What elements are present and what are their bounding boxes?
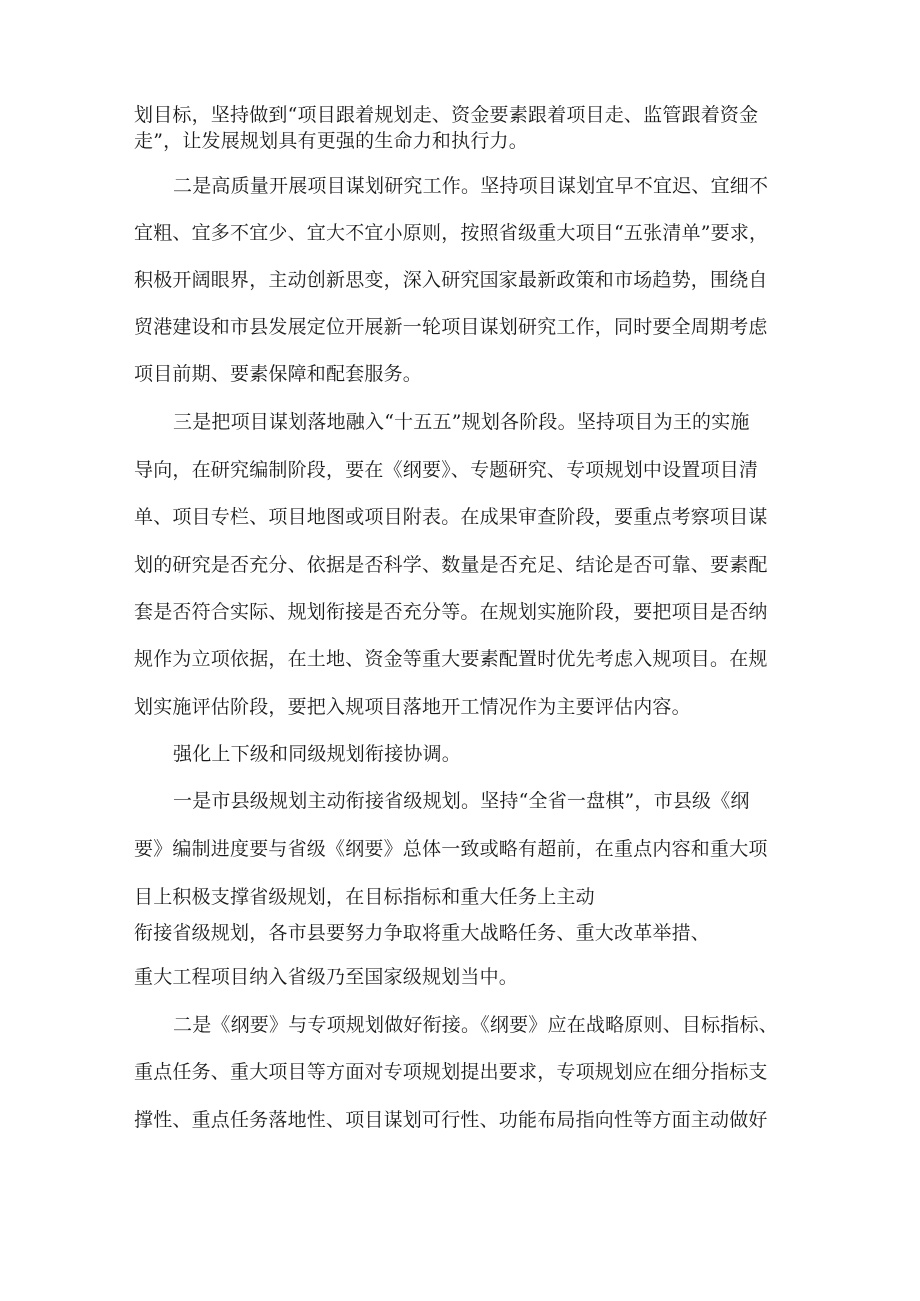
text-line: 单、项目专栏、项目地图或项目附表。在成果审查阶段，要重点考察项目谋 [134, 506, 768, 528]
section-heading: 强化上下级和同级规划衔接协调。 [173, 743, 462, 765]
text-line: 目上积极支撑省级规划，在目标指标和重大任务上主动 [134, 886, 595, 908]
text-line: 划实施评估阶段，要把入规项目落地开工情况作为主要评估内容。 [134, 696, 691, 718]
text-line: 规作为立项依据，在土地、资金等重大要素配置时优先考虑入规项目。在规 [134, 648, 768, 670]
text-line: 要》编制进度要与省级《纲要》总体一致或略有超前，在重点内容和重大项 [134, 838, 768, 860]
paragraph-start: 二是高质量开展项目谋划研究工作。坚持项目谋划宜早不宜迟、宜细不 [173, 175, 769, 197]
paragraph-start: 三是把项目谋划落地融入“十五五”规划各阶段。坚持项目为王的实施 [173, 411, 750, 433]
paragraph-start: 一是市县级规划主动衔接省级规划。坚持“全省一盘棋”，市县级《纲 [173, 790, 750, 812]
text-line: 套是否符合实际、规划衔接是否充分等。在规划实施阶段，要把项目是否纳 [134, 601, 768, 623]
text-line: 划的研究是否充分、依据是否科学、数量是否充足、结论是否可靠、要素配 [134, 554, 768, 576]
text-line: 项目前期、要素保障和配套服务。 [134, 363, 423, 385]
text-line: 衔接省级规划，各市县要努力争取将重大战略任务、重大改革举措、 [134, 922, 711, 944]
paragraph-start: 二是《纲要》与专项规划做好衔接。《纲要》应在战略原则、目标指标、 [173, 1014, 778, 1036]
text-line: 撑性、重点任务落地性、项目谋划可行性、功能布局指向性等方面主动做好 [134, 1109, 768, 1131]
text-line: 贸港建设和市县发展定位开展新一轮项目谋划研究工作，同时要全周期考虑 [134, 316, 768, 338]
text-line: 重大工程项目纳入省级乃至国家级规划当中。 [134, 966, 519, 988]
text-line: 导向，在研究编制阶段，要在《纲要》、专题研究、专项规划中设置项目清 [134, 459, 759, 481]
text-line: 划目标，坚持做到“项目跟着规划走、资金要素跟着项目走、监管跟着资金 [134, 104, 759, 126]
text-line: 走”，让发展规划具有更强的生命力和执行力。 [134, 130, 528, 152]
text-line: 宜粗、宜多不宜少、宜大不宜小原则，按照省级重大项目“五张清单”要求， [134, 222, 769, 244]
text-line: 积极开阔眼界，主动创新思变，深入研究国家最新政策和市场趋势，围绕自 [134, 269, 768, 291]
text-line: 重点任务、重大项目等方面对专项规划提出要求，专项规划应在细分指标支 [134, 1061, 768, 1083]
